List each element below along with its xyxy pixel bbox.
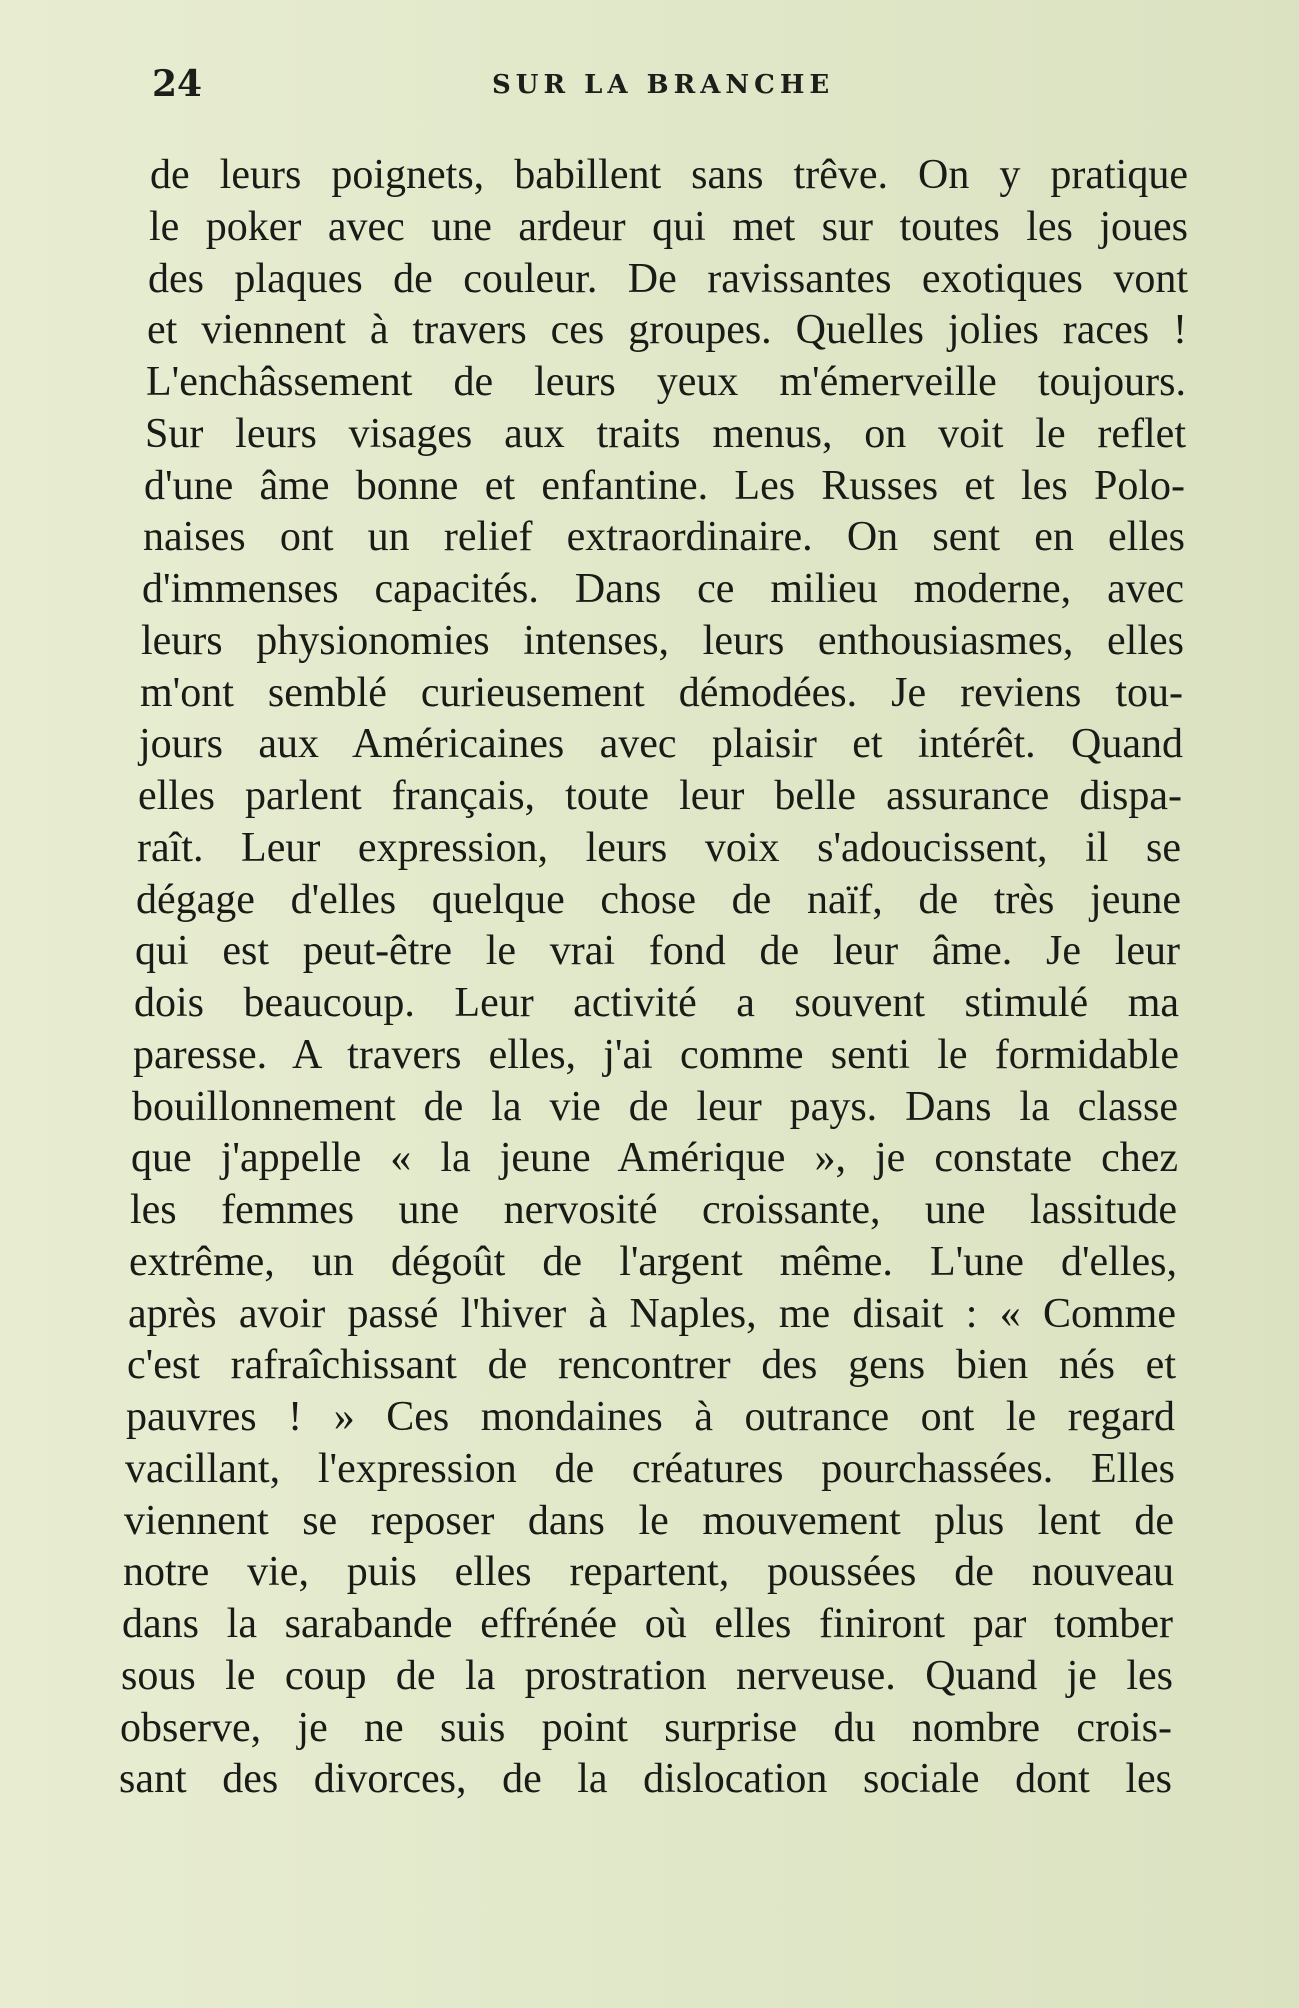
page-number: 24 — [152, 63, 203, 105]
text-line: pauvres ! » Ces mondaines à outrance ont le regard — [126, 1394, 1175, 1440]
text-line: des plaques de couleur. De ravissantes exotiques vont — [148, 256, 1188, 302]
text-line: après avoir passé l'hiver à Naples, me disait : « Comme — [128, 1291, 1176, 1337]
text-line: sous le coup de la prostration nerveuse. Quand je les — [121, 1653, 1173, 1699]
text-line: Sur leurs visages aux traits menus, on voit le reflet — [145, 411, 1186, 457]
text-line: le poker avec une ardeur qui met sur toutes les joues — [149, 204, 1188, 250]
text-line: extrême, un dégoût de l'argent même. L'une d'elles, — [129, 1239, 1177, 1285]
text-line: jours aux Américaines avec plaisir et intérêt. Quand — [139, 721, 1183, 767]
text-line: observe, je ne suis point surprise du nombre crois- — [120, 1705, 1172, 1751]
text-line: d'immenses capacités. Dans ce milieu moderne, avec — [142, 566, 1184, 612]
text-line: dans la sarabande effrénée où elles finiront par tomber — [122, 1601, 1173, 1647]
text-line: vacillant, l'expression de créatures pourchassées. Elles — [125, 1446, 1175, 1492]
text-line: viennent se reposer dans le mouvement plus lent de — [124, 1498, 1174, 1544]
text-line: bouillonnement de la vie de leur pays. Dans la classe — [132, 1084, 1178, 1130]
text-line: de leurs poignets, babillent sans trêve. On y pratique — [150, 152, 1188, 198]
text-line: dois beaucoup. Leur activité a souvent stimulé ma — [134, 980, 1179, 1026]
text-line: raît. Leur expression, leurs voix s'adoucissent, il se — [137, 825, 1181, 871]
text-line: m'ont semblé curieusement démodées. Je reviens tou- — [140, 670, 1183, 716]
text-line: qui est peut-être le vrai fond de leur âme. Je leur — [135, 928, 1180, 974]
text-line: notre vie, puis elles repartent, poussées de nouveau — [123, 1549, 1174, 1595]
text-line: sant des divorces, de la dislocation sociale dont les — [119, 1756, 1172, 1802]
text-line: paresse. A travers elles, j'ai comme senti le formidable — [133, 1032, 1179, 1078]
text-line: dégage d'elles quelque chose de naïf, de très jeune — [136, 877, 1181, 923]
text-line: d'une âme bonne et enfantine. Les Russes et les Polo- — [144, 463, 1185, 509]
text-line: naises ont un relief extraordinaire. On sent en elles — [143, 514, 1185, 560]
text-line: c'est rafraîchissant de rencontrer des gens bien nés et — [127, 1342, 1176, 1388]
text-line: et viennent à travers ces groupes. Quelles jolies races ! — [147, 307, 1187, 353]
running-head: SUR LA BRANCHE — [492, 70, 835, 100]
text-line: les femmes une nervosité croissante, une lassitude — [130, 1187, 1177, 1233]
text-line: que j'appelle « la jeune Amérique », je constate chez — [131, 1135, 1178, 1181]
text-line: L'enchâssement de leurs yeux m'émerveille toujours. — [146, 359, 1186, 405]
text-line: leurs physionomies intenses, leurs enthousiasmes, elles — [141, 618, 1184, 664]
text-line: elles parlent français, toute leur belle assurance dispa- — [138, 773, 1182, 819]
